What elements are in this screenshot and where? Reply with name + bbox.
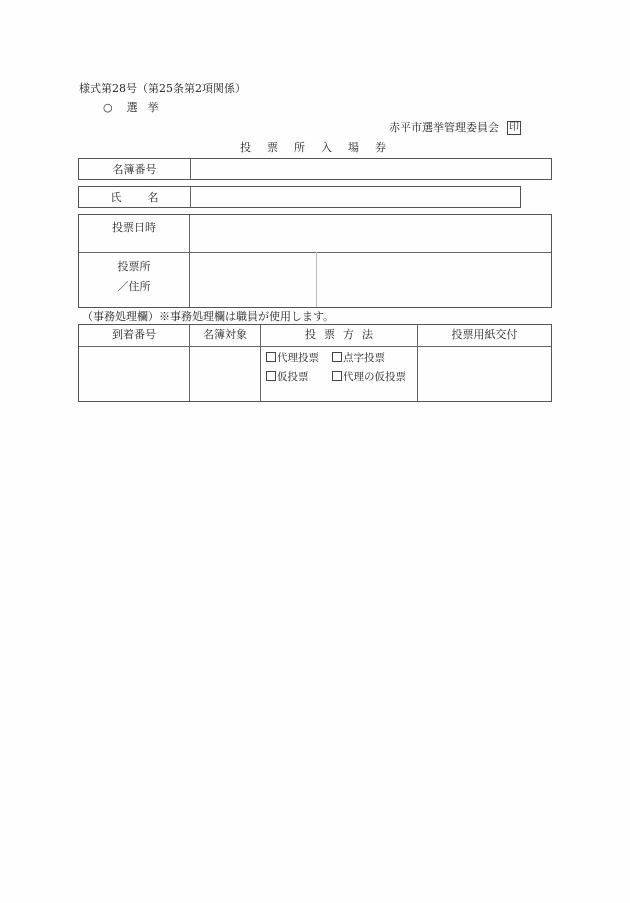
checkbox-icon[interactable] [266, 352, 276, 362]
polling-place-label [79, 252, 190, 307]
option-label: 代理投票 [277, 352, 319, 364]
header-register-target: 名簿対象 [190, 325, 261, 346]
ballot-issued-cell[interactable] [418, 346, 551, 401]
title-char: 券 [375, 141, 386, 154]
register-target-cell[interactable] [190, 346, 261, 401]
issuer-line [389, 121, 521, 135]
header-voting-method [261, 325, 418, 346]
header-ballot-issued: 投票用紙交付 [451, 328, 518, 341]
voting-method-options [266, 349, 416, 387]
checkbox-icon[interactable] [266, 371, 276, 381]
checkbox-icon[interactable] [332, 371, 342, 381]
polling-place-label-line1: 投票所 [117, 260, 151, 273]
voting-info-block [78, 214, 552, 308]
header-char: 票 [324, 328, 335, 341]
issuer-name: 赤平市選挙管理委員会 [389, 121, 499, 134]
voting-datetime-row [79, 215, 551, 253]
office-use-note: （事務処理欄）※事務処理欄は職員が使用します。 [82, 310, 335, 323]
office-use-table [78, 324, 552, 402]
office-table-header [79, 325, 551, 347]
document-title [240, 141, 386, 155]
form-number: 様式第28号（第25条第2項関係） [79, 82, 246, 95]
option-provisional-vote[interactable] [266, 368, 332, 387]
name-label [79, 187, 191, 207]
polling-place-label-line2: ／住所 [117, 280, 151, 293]
method-row [266, 368, 416, 387]
header-char: 法 [362, 328, 373, 341]
voting-datetime-field[interactable] [191, 215, 551, 252]
option-proxy-vote[interactable] [266, 349, 332, 368]
polling-place-row [79, 252, 551, 307]
name-label-char: 名 [147, 191, 159, 204]
polling-place-divider [316, 252, 317, 307]
register-number-row [78, 158, 552, 180]
checkbox-icon[interactable] [332, 352, 342, 362]
election-name-line [103, 101, 159, 115]
register-number-label: 名簿番号 [79, 159, 191, 179]
election-char: 選 [126, 101, 138, 114]
header-char: 方 [343, 328, 354, 341]
option-label: 代理の仮投票 [343, 371, 406, 383]
title-char: 入 [321, 141, 332, 154]
name-row [78, 186, 521, 208]
title-char: 票 [267, 141, 278, 154]
option-braille-vote[interactable] [332, 349, 385, 368]
header-arrival-number: 到着番号 [79, 325, 190, 346]
seal-stamp-icon: 印 [509, 122, 519, 133]
title-char: 場 [348, 141, 359, 154]
method-row [266, 349, 416, 368]
register-number-field[interactable] [191, 159, 551, 179]
name-label-char: 氏 [110, 191, 122, 204]
polling-place-field[interactable] [191, 252, 551, 307]
voting-method-cell [261, 346, 418, 401]
option-proxy-provisional-vote[interactable] [332, 368, 406, 387]
title-char: 投 [240, 141, 251, 154]
title-char: 所 [294, 141, 305, 154]
name-field[interactable] [191, 187, 520, 207]
election-circle-blank: ○ [103, 101, 113, 114]
office-table-body [79, 346, 551, 401]
arrival-number-cell[interactable] [79, 346, 190, 401]
election-char: 挙 [147, 101, 159, 114]
voting-datetime-label: 投票日時 [79, 215, 190, 252]
header-char: 投 [305, 328, 316, 341]
option-label: 点字投票 [343, 352, 385, 364]
option-label: 仮投票 [277, 371, 309, 383]
